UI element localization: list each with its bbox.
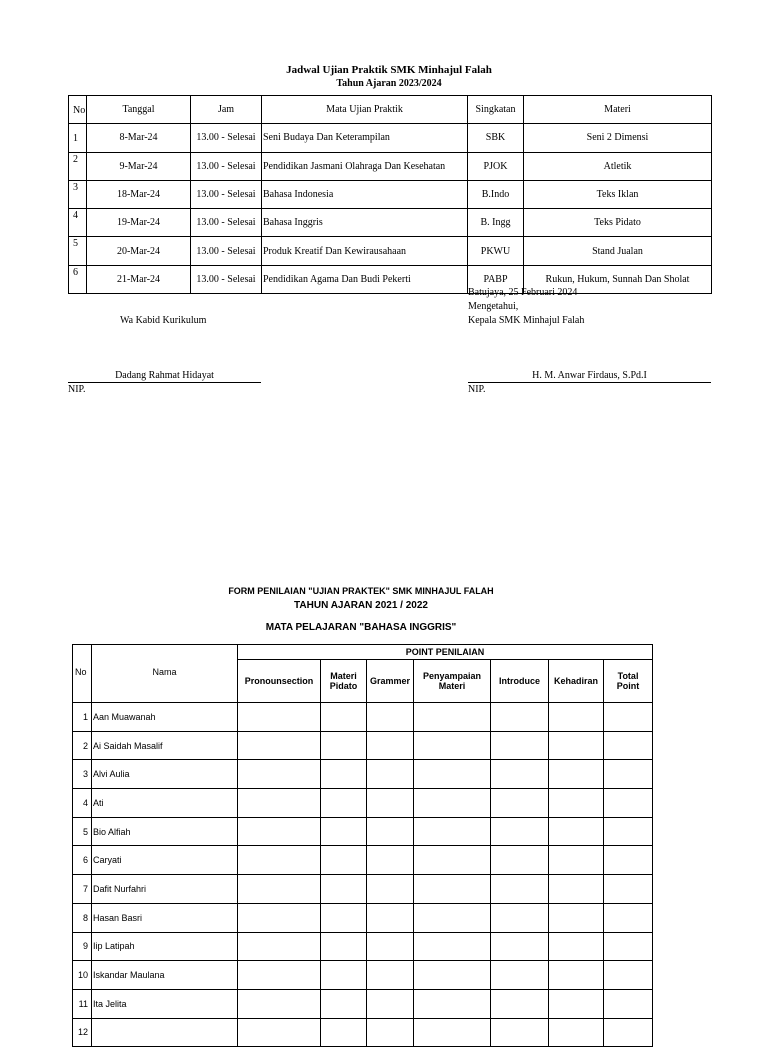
- student-row: [73, 932, 653, 961]
- row-tanggal: 8-Mar-24: [87, 124, 191, 152]
- right-signer-name: H. M. Anwar Firdaus, S.Pd.I: [532, 370, 647, 381]
- student-row: [73, 1018, 653, 1047]
- student-row: [73, 961, 653, 990]
- row-no: 6: [69, 265, 87, 293]
- score-cell-materi-pidato[interactable]: [321, 703, 367, 732]
- student-no: 10: [73, 961, 92, 990]
- score-cell-kehadiran[interactable]: [549, 875, 604, 904]
- row-tanggal: 21-Mar-24: [87, 265, 191, 293]
- row-materi: Atletik: [524, 152, 712, 180]
- score-cell-penyampaian[interactable]: [414, 731, 491, 760]
- student-name: Ai Saidah Masalif: [92, 731, 238, 760]
- score-cell-materi-pidato[interactable]: [321, 789, 367, 818]
- score-cell-penyampaian[interactable]: [414, 703, 491, 732]
- form-header-pronounsection: Pronounsection: [238, 660, 321, 703]
- score-cell-total[interactable]: [604, 760, 653, 789]
- student-no: 11: [73, 989, 92, 1018]
- row-singkatan: PJOK: [468, 152, 524, 180]
- score-cell-grammer[interactable]: [367, 932, 414, 961]
- score-cell-grammer[interactable]: [367, 846, 414, 875]
- score-cell-kehadiran[interactable]: [549, 789, 604, 818]
- row-tanggal: 20-Mar-24: [87, 237, 191, 265]
- score-cell-grammer[interactable]: [367, 989, 414, 1018]
- student-row: [73, 989, 653, 1018]
- score-cell-penyampaian[interactable]: [414, 1018, 491, 1047]
- score-cell-materi-pidato[interactable]: [321, 1018, 367, 1047]
- score-cell-total[interactable]: [604, 875, 653, 904]
- student-name: Ati: [92, 789, 238, 818]
- row-singkatan: B.Indo: [468, 180, 524, 208]
- student-name: Alvi Aulia: [92, 760, 238, 789]
- row-jam: 13.00 - Selesai: [191, 180, 262, 208]
- student-no: 5: [73, 817, 92, 846]
- schedule-subtitle: Tahun Ajaran 2023/2024: [336, 78, 442, 89]
- assessment-table: [72, 644, 653, 1047]
- score-cell-materi-pidato[interactable]: [321, 875, 367, 904]
- score-cell-materi-pidato[interactable]: [321, 989, 367, 1018]
- header-no: No: [69, 96, 87, 124]
- student-name: Iskandar Maulana: [92, 961, 238, 990]
- score-cell-introduce[interactable]: [491, 1018, 549, 1047]
- score-cell-total[interactable]: [604, 1018, 653, 1047]
- schedule-title: Jadwal Ujian Praktik SMK Minhajul Falah: [286, 64, 492, 76]
- schedule-row: [69, 209, 712, 237]
- form-header-penyampaian: Penyampaian Materi: [414, 660, 491, 703]
- form-subject: MATA PELAJARAN "BAHASA INGGRIS": [265, 622, 457, 633]
- score-cell-grammer[interactable]: [367, 731, 414, 760]
- schedule-row: [69, 180, 712, 208]
- form-header-no: No: [73, 645, 92, 703]
- score-cell-kehadiran[interactable]: [549, 760, 604, 789]
- student-name: Iip Latipah: [92, 932, 238, 961]
- score-cell-introduce[interactable]: [491, 903, 549, 932]
- row-materi: Teks Pidato: [524, 209, 712, 237]
- score-cell-pronounsection[interactable]: [238, 731, 321, 760]
- row-singkatan: PKWU: [468, 237, 524, 265]
- score-cell-pronounsection[interactable]: [238, 846, 321, 875]
- row-materi: Rukun, Hukum, Sunnah Dan Sholat: [524, 265, 712, 293]
- form-header-point-group: POINT PENILAIAN: [238, 645, 653, 660]
- student-no: 6: [73, 846, 92, 875]
- row-materi: Stand Jualan: [524, 237, 712, 265]
- score-cell-introduce[interactable]: [491, 789, 549, 818]
- student-no: 12: [73, 1018, 92, 1047]
- score-cell-materi-pidato[interactable]: [321, 932, 367, 961]
- score-cell-materi-pidato[interactable]: [321, 817, 367, 846]
- score-cell-penyampaian[interactable]: [414, 932, 491, 961]
- left-signature-line: [68, 382, 261, 383]
- score-cell-pronounsection[interactable]: [238, 1018, 321, 1047]
- score-cell-grammer[interactable]: [367, 817, 414, 846]
- row-jam: 13.00 - Selesai: [191, 265, 262, 293]
- form-header-introduce: Introduce: [491, 660, 549, 703]
- score-cell-grammer[interactable]: [367, 760, 414, 789]
- score-cell-penyampaian[interactable]: [414, 875, 491, 904]
- score-cell-penyampaian[interactable]: [414, 846, 491, 875]
- score-cell-kehadiran[interactable]: [549, 961, 604, 990]
- form-header-row: [73, 645, 653, 660]
- score-cell-pronounsection[interactable]: [238, 817, 321, 846]
- row-mapel: Bahasa Inggris: [262, 209, 468, 237]
- row-singkatan: B. Ingg: [468, 209, 524, 237]
- student-name: Dafit Nurfahri: [92, 875, 238, 904]
- student-no: 9: [73, 932, 92, 961]
- row-tanggal: 19-Mar-24: [87, 209, 191, 237]
- score-cell-kehadiran[interactable]: [549, 731, 604, 760]
- score-cell-pronounsection[interactable]: [238, 760, 321, 789]
- row-mapel: Produk Kreatif Dan Kewirausahaan: [262, 237, 468, 265]
- score-cell-penyampaian[interactable]: [414, 989, 491, 1018]
- row-jam: 13.00 - Selesai: [191, 124, 262, 152]
- row-mapel: Seni Budaya Dan Keterampilan: [262, 124, 468, 152]
- score-cell-penyampaian[interactable]: [414, 789, 491, 818]
- score-cell-kehadiran[interactable]: [549, 846, 604, 875]
- row-no: 5: [69, 237, 87, 265]
- student-no: 1: [73, 703, 92, 732]
- header-materi: Materi: [524, 96, 712, 124]
- score-cell-materi-pidato[interactable]: [321, 760, 367, 789]
- score-cell-total[interactable]: [604, 961, 653, 990]
- row-jam: 13.00 - Selesai: [191, 209, 262, 237]
- score-cell-penyampaian[interactable]: [414, 760, 491, 789]
- student-row: [73, 789, 653, 818]
- score-cell-pronounsection[interactable]: [238, 989, 321, 1018]
- student-name: Caryati: [92, 846, 238, 875]
- left-signer-name: Dadang Rahmat Hidayat: [115, 370, 214, 381]
- score-cell-materi-pidato[interactable]: [321, 903, 367, 932]
- student-row: [73, 731, 653, 760]
- score-cell-grammer[interactable]: [367, 789, 414, 818]
- score-cell-materi-pidato[interactable]: [321, 961, 367, 990]
- score-cell-total[interactable]: [604, 703, 653, 732]
- schedule-row: [69, 237, 712, 265]
- score-cell-introduce[interactable]: [491, 703, 549, 732]
- score-cell-kehadiran[interactable]: [549, 932, 604, 961]
- form-title: FORM PENILAIAN "UJIAN PRAKTEK" SMK MINHAJUL FALAH: [228, 586, 494, 596]
- score-cell-materi-pidato[interactable]: [321, 846, 367, 875]
- right-signer-role: Kepala SMK Minhajul Falah: [468, 315, 585, 326]
- left-signer-role: Wa Kabid Kurikulum: [120, 315, 207, 326]
- score-cell-introduce[interactable]: [491, 875, 549, 904]
- score-cell-penyampaian[interactable]: [414, 903, 491, 932]
- row-mapel: Pendidikan Agama Dan Budi Pekerti: [262, 265, 468, 293]
- header-jam: Jam: [191, 96, 262, 124]
- schedule-table: [68, 95, 712, 294]
- header-tanggal: Tanggal: [87, 96, 191, 124]
- schedule-row: [69, 124, 712, 152]
- score-cell-introduce[interactable]: [491, 817, 549, 846]
- score-cell-introduce[interactable]: [491, 932, 549, 961]
- row-mapel: Pendidikan Jasmani Olahraga Dan Kesehatan: [262, 152, 468, 180]
- score-cell-total[interactable]: [604, 989, 653, 1018]
- score-cell-pronounsection[interactable]: [238, 789, 321, 818]
- score-cell-grammer[interactable]: [367, 1018, 414, 1047]
- score-cell-grammer[interactable]: [367, 961, 414, 990]
- student-name: Hasan Basri: [92, 903, 238, 932]
- form-body: [73, 703, 653, 1047]
- right-nip: NIP.: [468, 384, 486, 395]
- score-cell-total[interactable]: [604, 731, 653, 760]
- form-year: TAHUN AJARAN 2021 / 2022: [294, 600, 428, 611]
- schedule-row: [69, 265, 712, 293]
- student-row: [73, 875, 653, 904]
- score-cell-grammer[interactable]: [367, 903, 414, 932]
- student-no: 8: [73, 903, 92, 932]
- score-cell-pronounsection[interactable]: [238, 875, 321, 904]
- score-cell-kehadiran[interactable]: [549, 703, 604, 732]
- score-cell-penyampaian[interactable]: [414, 817, 491, 846]
- score-cell-introduce[interactable]: [491, 760, 549, 789]
- student-no: 7: [73, 875, 92, 904]
- score-cell-pronounsection[interactable]: [238, 932, 321, 961]
- score-cell-penyampaian[interactable]: [414, 961, 491, 990]
- student-row: [73, 703, 653, 732]
- schedule-row: [69, 152, 712, 180]
- student-name: Bio Alfiah: [92, 817, 238, 846]
- score-cell-introduce[interactable]: [491, 731, 549, 760]
- row-singkatan: SBK: [468, 124, 524, 152]
- student-row: [73, 760, 653, 789]
- score-cell-kehadiran[interactable]: [549, 903, 604, 932]
- row-materi: Teks Iklan: [524, 180, 712, 208]
- row-no: 3: [69, 180, 87, 208]
- row-jam: 13.00 - Selesai: [191, 152, 262, 180]
- student-row: [73, 817, 653, 846]
- header-singkatan: Singkatan: [468, 96, 524, 124]
- score-cell-pronounsection[interactable]: [238, 703, 321, 732]
- row-no: 1: [69, 124, 87, 152]
- place-date: Batujaya, 25 Februari 2024: [468, 287, 578, 298]
- row-no: 4: [69, 209, 87, 237]
- score-cell-materi-pidato[interactable]: [321, 731, 367, 760]
- score-cell-total[interactable]: [604, 817, 653, 846]
- student-no: 2: [73, 731, 92, 760]
- row-no: 2: [69, 152, 87, 180]
- score-cell-total[interactable]: [604, 789, 653, 818]
- score-cell-grammer[interactable]: [367, 875, 414, 904]
- acknowledged-label: Mengetahui,: [468, 301, 519, 312]
- score-cell-kehadiran[interactable]: [549, 817, 604, 846]
- row-tanggal: 9-Mar-24: [87, 152, 191, 180]
- score-cell-introduce[interactable]: [491, 961, 549, 990]
- score-cell-grammer[interactable]: [367, 703, 414, 732]
- student-row: [73, 846, 653, 875]
- score-cell-introduce[interactable]: [491, 846, 549, 875]
- score-cell-total[interactable]: [604, 903, 653, 932]
- schedule-header-row: [69, 96, 712, 124]
- score-cell-kehadiran[interactable]: [549, 989, 604, 1018]
- row-materi: Seni 2 Dimensi: [524, 124, 712, 152]
- form-header-total: Total Point: [604, 660, 653, 703]
- score-cell-total[interactable]: [604, 846, 653, 875]
- row-jam: 13.00 - Selesai: [191, 237, 262, 265]
- header-mapel: Mata Ujian Praktik: [262, 96, 468, 124]
- row-singkatan: PABP: [468, 265, 524, 293]
- student-name: Ita Jelita: [92, 989, 238, 1018]
- form-header-nama: Nama: [92, 645, 238, 703]
- score-cell-pronounsection[interactable]: [238, 903, 321, 932]
- score-cell-introduce[interactable]: [491, 989, 549, 1018]
- student-no: 3: [73, 760, 92, 789]
- form-header-materi-pidato: Materi Pidato: [321, 660, 367, 703]
- row-mapel: Bahasa Indonesia: [262, 180, 468, 208]
- right-signature-line: [468, 382, 711, 383]
- left-nip: NIP.: [68, 384, 86, 395]
- form-header-kehadiran: Kehadiran: [549, 660, 604, 703]
- form-header-grammer: Grammer: [367, 660, 414, 703]
- student-name: Aan Muawanah: [92, 703, 238, 732]
- score-cell-kehadiran[interactable]: [549, 1018, 604, 1047]
- score-cell-total[interactable]: [604, 932, 653, 961]
- score-cell-pronounsection[interactable]: [238, 961, 321, 990]
- row-tanggal: 18-Mar-24: [87, 180, 191, 208]
- student-no: 4: [73, 789, 92, 818]
- student-row: [73, 903, 653, 932]
- student-name: [92, 1018, 238, 1047]
